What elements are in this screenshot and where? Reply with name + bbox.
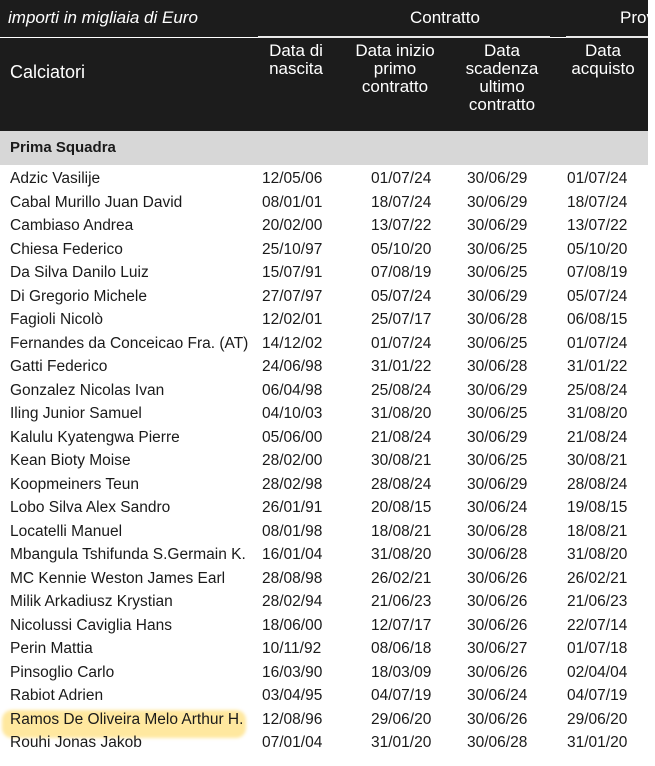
birth-date: 24/06/98: [262, 358, 323, 375]
table-row: [0, 215, 648, 239]
player-name: Cambiaso Andrea: [10, 217, 134, 234]
player-name: Ramos De Oliveira Melo Arthur H.: [10, 710, 244, 728]
acquisition-date: 05/07/24: [567, 287, 628, 305]
contract-expiry-date: 30/06/26: [467, 710, 528, 728]
birth-date: 16/01/04: [262, 546, 323, 563]
contract-start-date: 30/08/21: [371, 452, 432, 469]
contract-start-date: 18/07/24: [371, 193, 432, 211]
player-name: MC Kennie Weston James Earl: [10, 569, 226, 587]
player-name: Rabiot Adrien: [10, 687, 104, 704]
contract-expiry-date: 30/06/26: [467, 593, 528, 610]
table-row: [0, 168, 648, 192]
player-name: Milik Arkadiusz Krystian: [10, 593, 173, 610]
contract-start-date: 25/07/17: [371, 311, 432, 328]
table-row: [0, 615, 648, 639]
birth-date: 05/06/00: [262, 428, 323, 446]
table-row: [0, 521, 648, 545]
contract-start-date: 13/07/22: [371, 217, 432, 234]
table-row: [0, 262, 648, 286]
birth-date: 26/01/91: [262, 499, 323, 516]
contract-start-date: 31/08/20: [371, 405, 432, 422]
player-name: Da Silva Danilo Luiz: [10, 264, 149, 281]
col-last-contract-expiry: Data scadenza ultimo contratto: [465, 41, 539, 114]
birth-date: 27/07/97: [262, 287, 323, 305]
contract-start-date: 18/03/09: [371, 663, 432, 681]
acquisition-date: 19/08/15: [567, 499, 628, 516]
contract-start-date: 05/07/24: [371, 287, 432, 305]
contract-expiry-date: 30/06/28: [467, 734, 528, 751]
contract-start-date: 01/07/24: [371, 170, 432, 187]
birth-date: 28/02/94: [262, 593, 323, 610]
table-row: [0, 427, 648, 451]
contract-start-date: 26/02/21: [371, 569, 432, 587]
table-row: [0, 709, 648, 733]
acquisition-date: 07/08/19: [567, 264, 628, 281]
player-name: Pinsoglio Carlo: [10, 663, 115, 681]
contract-expiry-date: 30/06/29: [467, 170, 528, 187]
acquisition-date: 30/08/21: [567, 452, 628, 469]
acquisition-date: 01/07/18: [567, 640, 628, 657]
contract-start-date: 31/08/20: [371, 546, 432, 563]
birth-date: 25/10/97: [262, 240, 323, 258]
table-row: [0, 286, 648, 310]
contract-expiry-date: 30/06/29: [467, 287, 528, 305]
player-name: Mbangula Tshifunda S.Germain K.: [10, 546, 246, 563]
birth-date: 28/02/00: [262, 452, 323, 469]
birth-date: 06/04/98: [262, 381, 323, 399]
acquisition-date: 21/06/23: [567, 593, 628, 610]
acquisition-date: 01/07/24: [567, 334, 628, 352]
player-name: Di Gregorio Michele: [10, 287, 147, 305]
contract-start-date: 05/10/20: [371, 240, 432, 258]
contract-start-date: 28/08/24: [371, 475, 432, 493]
birth-date: 12/08/96: [262, 710, 323, 728]
table-row: [0, 685, 648, 709]
table-row: [0, 591, 648, 615]
player-rows: [0, 168, 648, 756]
table-row: [0, 732, 648, 756]
contract-expiry-date: 30/06/24: [467, 687, 528, 704]
birth-date: 16/03/90: [262, 663, 323, 681]
contract-expiry-date: 30/06/26: [467, 569, 528, 587]
contract-expiry-date: 30/06/29: [467, 428, 528, 446]
contract-expiry-date: 30/06/29: [467, 217, 528, 234]
birth-date: 04/10/03: [262, 405, 323, 422]
birth-date: 28/02/98: [262, 475, 323, 493]
acquisition-date: 31/01/22: [567, 358, 628, 375]
contract-start-date: 12/07/17: [371, 616, 432, 634]
table-row: [0, 568, 648, 592]
contract-start-date: 08/06/18: [371, 640, 432, 657]
col-players: Calciatori: [10, 62, 86, 82]
acquisition-date: 21/08/24: [567, 428, 628, 446]
birth-date: 12/02/01: [262, 311, 323, 328]
table-row: [0, 192, 648, 216]
contract-start-date: 21/06/23: [371, 593, 432, 610]
table-top-bar: [0, 0, 655, 37]
contract-start-date: 01/07/24: [371, 334, 432, 352]
contract-start-date: 20/08/15: [371, 499, 432, 516]
contract-start-date: 07/08/19: [371, 264, 432, 281]
contract-expiry-date: 30/06/28: [467, 522, 528, 540]
section-header: [0, 131, 648, 165]
player-name: Nicolussi Caviglia Hans: [10, 616, 172, 634]
player-name: Locatelli Manuel: [10, 522, 123, 540]
table-row: [0, 662, 648, 686]
table-row: [0, 309, 648, 333]
acquisition-date: 02/04/04: [567, 663, 628, 681]
contract-expiry-date: 30/06/29: [467, 475, 528, 493]
acquisition-date: 25/08/24: [567, 381, 628, 399]
birth-date: 15/07/91: [262, 264, 323, 281]
table-row: [0, 474, 648, 498]
acquisition-date: 31/01/20: [567, 734, 628, 751]
contract-expiry-date: 30/06/25: [467, 334, 528, 352]
table-row: [0, 356, 648, 380]
birth-date: 08/01/98: [262, 522, 323, 540]
contract-start-date: 21/08/24: [371, 428, 432, 446]
acquisition-date: 28/08/24: [567, 475, 628, 493]
column-header-row: [0, 38, 648, 131]
currency-note: importi in migliaia di Euro: [8, 8, 198, 27]
contract-expiry-date: 30/06/26: [467, 663, 528, 681]
contract-expiry-date: 30/06/24: [467, 499, 528, 516]
contract-expiry-date: 30/06/26: [467, 616, 528, 634]
acquisition-date: 22/07/14: [567, 616, 628, 634]
acquisition-date: 31/08/20: [567, 405, 628, 422]
contract-start-date: 25/08/24: [371, 381, 432, 399]
acquisition-date: 01/07/24: [567, 170, 628, 187]
acquisition-date: 26/02/21: [567, 569, 628, 587]
col-acquisition-date: Data acquisto: [571, 41, 635, 78]
birth-date: 14/12/02: [262, 334, 323, 352]
acquisition-date: 29/06/20: [567, 710, 628, 728]
birth-date: 18/06/00: [262, 616, 323, 634]
player-name: Gatti Federico: [10, 358, 108, 375]
table-row: [0, 497, 648, 521]
player-name: Lobo Silva Alex Sandro: [10, 499, 171, 516]
player-name: Iling Junior Samuel: [10, 405, 142, 422]
contract-group-header: Contratto: [410, 8, 480, 27]
birth-date: 10/11/92: [262, 640, 322, 657]
contract-start-date: 04/07/19: [371, 687, 432, 704]
col-birth-date: Data di nascita: [269, 41, 323, 78]
acquisition-date: 31/08/20: [567, 546, 628, 563]
acquisition-date: 13/07/22: [567, 217, 628, 234]
contract-expiry-date: 30/06/27: [467, 640, 528, 657]
table-row: [0, 239, 648, 263]
table-row: [0, 638, 648, 662]
contract-start-date: 18/08/21: [371, 522, 432, 540]
table-row: [0, 403, 648, 427]
player-name: Gonzalez Nicolas Ivan: [10, 381, 165, 399]
player-name: Kean Bioty Moise: [10, 452, 131, 469]
contract-start-date: 31/01/20: [371, 734, 432, 751]
birth-date: 28/08/98: [262, 569, 323, 587]
contract-expiry-date: 30/06/28: [467, 311, 528, 328]
player-name: Adzic Vasilije: [10, 170, 101, 187]
birth-date: 07/01/04: [262, 734, 323, 751]
table-row: [0, 544, 648, 568]
birth-date: 08/01/01: [262, 193, 323, 211]
acquisition-date: 06/08/15: [567, 311, 628, 328]
contract-expiry-date: 30/06/29: [467, 381, 528, 399]
player-name: Koopmeiners Teun: [10, 475, 139, 493]
player-name: Kalulu Kyatengwa Pierre: [10, 428, 180, 446]
player-name: Perin Mattia: [10, 640, 93, 657]
player-name: Cabal Murillo Juan David: [10, 193, 183, 211]
contract-expiry-date: 30/06/28: [467, 358, 528, 375]
player-name: Fernandes da Conceicao Fra. (AT): [10, 334, 249, 352]
acquisition-date: 18/07/24: [567, 193, 628, 211]
contract-expiry-date: 30/06/28: [467, 546, 528, 563]
player-name: Chiesa Federico: [10, 240, 123, 258]
acquisition-date: 04/07/19: [567, 687, 628, 704]
contract-expiry-date: 30/06/25: [467, 240, 528, 258]
section-title: Prima Squadra: [10, 139, 116, 156]
acquisition-date: 18/08/21: [567, 522, 628, 540]
contract-start-date: 29/06/20: [371, 710, 432, 728]
player-name: Rouhi Jonas Jakob: [10, 734, 142, 751]
contract-expiry-date: 30/06/29: [467, 193, 528, 211]
contract-start-date: 31/01/22: [371, 358, 432, 375]
col-first-contract-start: Data inizio primo contratto: [355, 41, 435, 96]
table-row: [0, 380, 648, 404]
birth-date: 03/04/95: [262, 687, 323, 704]
contract-expiry-date: 30/06/25: [467, 264, 528, 281]
birth-date: 12/05/06: [262, 170, 323, 187]
acquisition-date: 05/10/20: [567, 240, 628, 258]
table-row: [0, 333, 648, 357]
birth-date: 20/02/00: [262, 217, 323, 234]
table-row: [0, 450, 648, 474]
player-name: Fagioli Nicolò: [10, 311, 104, 328]
provenance-group-header: Prov: [620, 8, 655, 27]
contract-expiry-date: 30/06/25: [467, 405, 528, 422]
contract-expiry-date: 30/06/25: [467, 452, 528, 469]
